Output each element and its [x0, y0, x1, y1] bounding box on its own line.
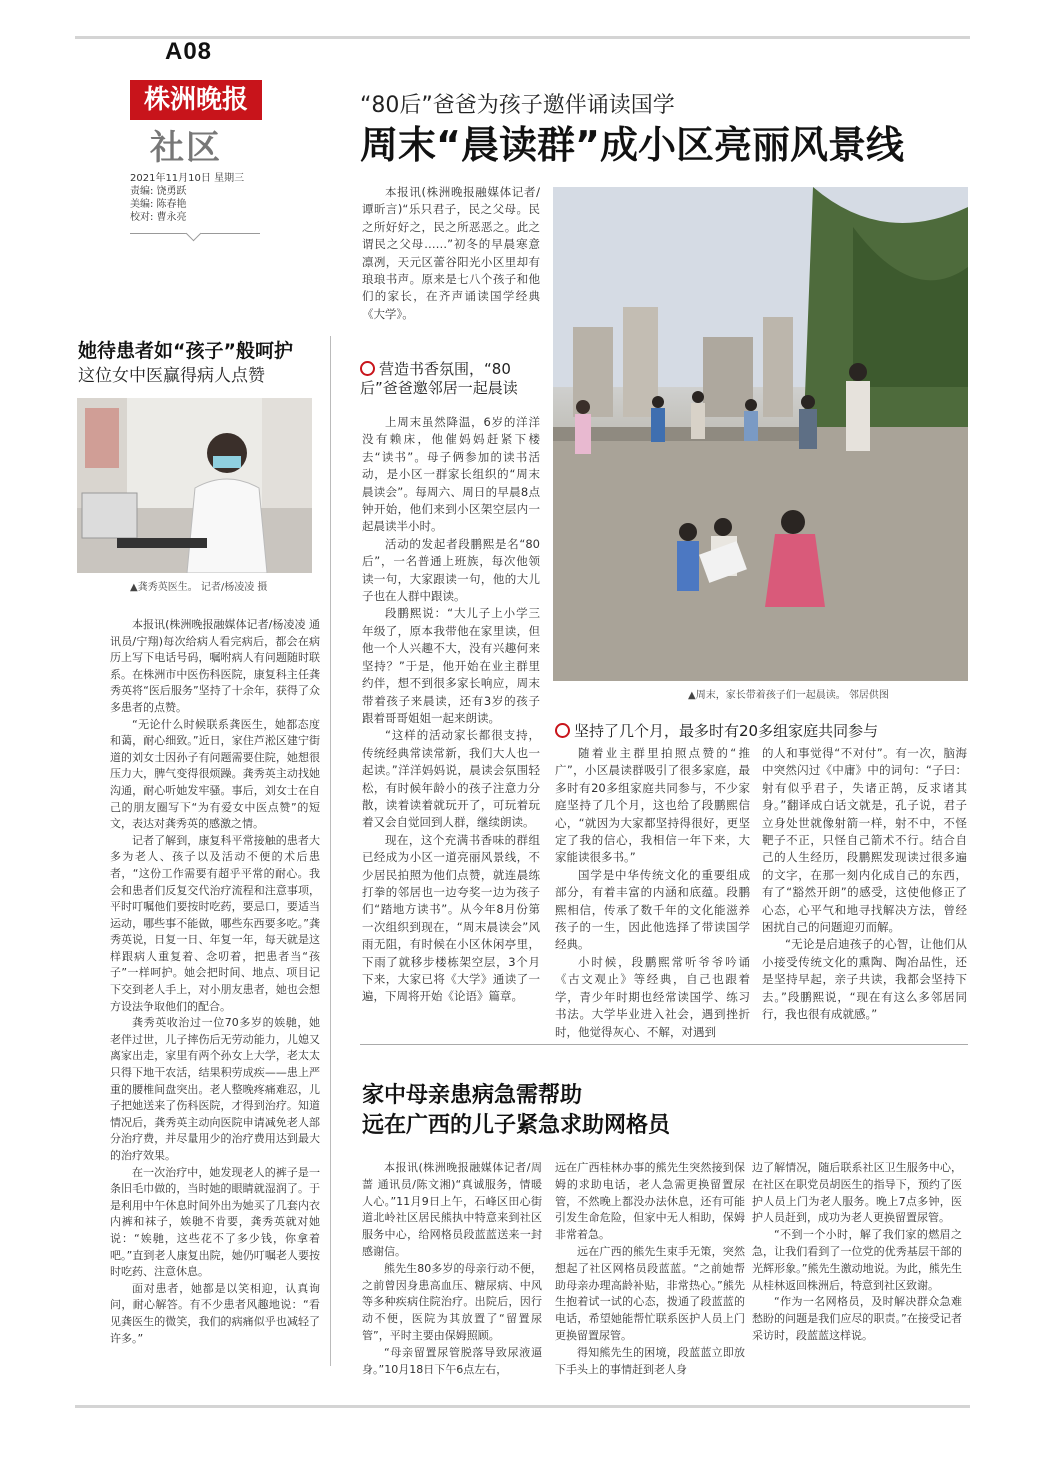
main-col1-para: 段鹏熙说：“大儿子上小学三年级了，原本我带他在家里读，但他一个人兴趣不大，没有兴趣何来坚持？”于是，他开始在业主群里约伴，想不到很多家长响应，周末带着孩子来晨读，还有3岁的孩子跟着哥哥姐姐一起来朗读。 [362, 606, 540, 725]
second-col3-para: “不到一个小时，解了我们家的燃眉之急，让我们看到了一位党的优秀基层干部的光辉形象。”熊先生激动地说。为此，熊先生从桂林返回株洲后，特意到社区致谢。 [752, 1228, 962, 1292]
second-col-3 [752, 1160, 962, 1345]
main-kicker: “80后”爸爸为孩子邀伴诵读国学 [360, 93, 675, 118]
main-subhead-2-text: 坚持了几个月，最多时有20多组家庭共同参与 [574, 722, 879, 740]
second-headline-2: 远在广西的儿子紧急求助网格员 [362, 1113, 671, 1138]
side-photo-illustration [77, 398, 312, 573]
section-title: 社区 [150, 128, 222, 168]
main-col1-para: 现在，这个充满书香味的群组已经成为小区一道亮丽风景线，不少居民拍照为他们点赞，就连晨练打拳的邻居也一边夸奖一边为孩子们“踏地方读书”。从今年8月份第一次组织到现在，“周末晨读会”风雨无阻，有时候在小区休闲亭里，下雨了就移步楼栋架空层，3个月下来，大家已将《大学》通读了一遍，下周将开始《论语》篇章。 [362, 832, 540, 1004]
side-body [110, 617, 320, 1347]
subhead-bullet-icon [360, 361, 375, 376]
column-divider [330, 336, 331, 1366]
main-photo [553, 187, 968, 681]
main-col3-para: 的人和事觉得“不对付”。有一次，脑海中突然闪过《中庸》中的词句：“子曰：射有似乎君子，失诸正鹄，反求诸其身。”翻译成白话文就是，孔子说，君子立身处世就像射箭一样，射不中，不怪靶子不正，只怪自己箭术不行。结合自己的人生经历，段鹏熙发现读过很多遍的文字，在那一刻内化成自己的东西，有了“豁然开朗”的感受，这使他修正了心态，心平气和地寻找解决方法，曾经困扰自己的问题迎刃而解。 [762, 746, 967, 935]
edition-meta [130, 172, 244, 224]
second-col-2 [555, 1160, 745, 1378]
side-para: 记者了解到，康复科平常接触的患者大多为老人、孩子以及活动不便的术后患者，“这份工作需要有超乎平常的耐心。我会和患者们反复交代治疗流程和注意事项，平时叮嘱他们要按时吃药，要忌口，要适当运动，哪些事不能做，哪些东西要多吃。”龚秀英说，日复一日、年复一年，每天就是这样跟病人重复着、念叨着，把患者当“孩子”一样呵护。她会把时间、地点、项目记下交到老人手上，对小朋友患者，她也会想方设法争取他们的配合。 [110, 833, 320, 1013]
second-col1-para: 本报讯(株洲晚报融媒体记者/周蔷 通讯员/陈文湘)“真诚服务，情暖人心。”11月9日上午，石峰区田心街道北岭社区居民熊执中特意来到社区服务中心，给网格员段蓝蓝送来一封感谢信。 [362, 1161, 542, 1258]
main-subhead-2 [555, 720, 878, 741]
main-col1-para: 活动的发起者段鹏熙是名“80后”，一名普通上班族，每次他领读一句，大家跟读一句，他的大儿子也在人群中跟读。 [362, 536, 540, 604]
main-col-2 [555, 745, 750, 1041]
side-para: 在一次治疗中，她发现老人的裤子是一条旧毛巾做的，当时她的眼睛就湿润了。于是利用中午休息时间外出为她买了几套内衣内裤和袜子，娭毑不肯要，龚秀英就对她说：“娭毑，这些花不了多少钱，你拿着吧。”直到老人康复出院，她仍叮嘱老人要按时吃药、注意休息。 [110, 1165, 320, 1279]
side-subheadline: 这位女中医赢得病人点赞 [78, 366, 265, 386]
side-para: 龚秀英收治过一位70多岁的娭毑，她老伴过世，儿子摔伤后无劳动能力，儿媳又离家出走，家里有两个孙女上大学，老太太只得下地干农活，结果积劳成疾——患上严重的腰椎间盘突出。老人整晚疼痛难忍，儿子把她送来了伤科医院，才得到治疗。知道情况后，龚秀英主动向医院申请减免老人部分治疗费，并尽量用少的治疗费用达到最大的治疗效果。 [110, 1016, 320, 1162]
side-photo [77, 398, 312, 573]
second-col2-para: 远在广西桂林办事的熊先生突然接到保姆的求助电话，老人急需更换留置尿管，不然晚上都没办法休息，还有可能引发生命危险，但家中无人相助，保姆非常着急。 [555, 1161, 745, 1242]
page-number: A08 [165, 38, 213, 65]
story-divider [360, 1044, 968, 1045]
second-headline-1: 家中母亲患病急需帮助 [362, 1083, 583, 1108]
main-subhead-1-text: 营造书香氛围，“80后”爸爸邀邻居一起晨读 [360, 360, 518, 397]
proofreader-credit: 校对: 曹永亮 [130, 212, 187, 223]
main-col1-para: 上周末虽然降温，6岁的洋洋没有赖床，他催妈妈赶紧下楼去“读书”。母子俩参加的读书活动，是小区一群家长组织的“周末晨读会”。每周六、周日的早晨8点钟开始，他们来到小区架空层内一起晨读半小时。 [362, 415, 540, 534]
masthead-logo: 株洲晚报 [130, 80, 262, 120]
second-col3-para: “作为一名网格员，及时解决群众急难愁盼的问题是我们应尽的职责。”在接受记者采访时，段蓝蓝这样说。 [752, 1295, 962, 1342]
main-photo-caption: ▲周末，家长带着孩子们一起晨读。 邻居供图 [688, 690, 889, 701]
designer-credit: 美编: 陈春艳 [130, 199, 187, 210]
main-col-3 [762, 745, 967, 1024]
second-col2-para: 得知熊先生的困境，段蓝蓝立即放下手头上的事情赶到老人身 [555, 1345, 745, 1376]
side-headline: 她待患者如“孩子”般呵护 [78, 340, 293, 362]
main-col3-para: “无论是启迪孩子的心智，让他们从小接受传统文化的熏陶、陶冶品性，还是坚持早起，亲子共读，我都会坚持下去。”段鹏熙说，“现在有这么多邻居同行，我也很有成就感。” [762, 937, 967, 1022]
second-col1-para: “母亲留置尿管脱落导致尿液逼身。”10月18日下午6点左右， [362, 1345, 542, 1376]
subhead-bullet-icon [555, 723, 570, 738]
second-col2-para: 远在广西的熊先生束手无策，突然想起了社区网格员段蓝蓝。“之前她帮助母亲办理高龄补贴，非常热心。”熊先生抱着试一试的心态，拨通了段蓝蓝的电话，希望她能帮忙联系医护人员上门更换留置尿管。 [555, 1244, 745, 1342]
second-col-1 [362, 1160, 542, 1378]
main-col2-para: 国学是中华传统文化的重要组成部分，有着丰富的内涵和底蕴。段鹏熙相信，传承了数千年的文化能滋养孩子的一生，因此他选择了带读国学经典。 [555, 867, 750, 952]
side-photo-caption: ▲龚秀英医生。 记者/杨凌凌 摄 [130, 582, 268, 593]
bottom-rule [75, 1405, 970, 1408]
editor-credit: 责编: 饶勇跃 [130, 186, 187, 197]
main-headline: 周末“晨读群”成小区亮丽风景线 [360, 123, 904, 167]
meta-divider-arrow [186, 226, 202, 242]
date-line: 2021年11月10日 星期三 [130, 173, 245, 184]
main-col-1 [362, 414, 540, 1006]
side-para: 本报讯(株洲晚报融媒体记者/杨凌凌 通讯员/宁翔)每次给病人看完病后，都会在病历上写下电话号码，嘱咐病人有问题随时联系。在株洲市中医伤科医院，康复科主任龚秀英将“医后服务”坚持了十余年，获得了众多患者的点赞。 [110, 618, 320, 714]
side-para: 面对患者，她都是以笑相迎，认真询问，耐心解答。有不少患者风趣地说：“看见龚医生的微笑，我们的病痛似乎也减轻了许多。” [110, 1281, 320, 1345]
main-intro [362, 184, 540, 323]
side-para: “无论什么时候联系龚医生，她都态度和蔼，耐心细致。”近日，家住芦淞区建宁街道的刘女士因孙子有问题需要住院，她想很压力大，脾气变得很烦躁。龚秀英主动找她沟通，耐心听她发牢骚。事后，刘女士在自己的朋友圈写下“为有爱女中医点赞”的短文，表达对龚秀英的感激之情。 [110, 717, 320, 831]
main-col2-para: 小时候，段鹏熙常听爷爷吟诵《古文观止》等经典，自己也跟着学，青少年时期也经常读国学、练习书法。大学毕业进入社会，遇到挫折时，他觉得灰心、不解，对遇到 [555, 954, 750, 1039]
main-subhead-1 [360, 360, 546, 398]
main-col2-para: 随着业主群里拍照点赞的“推广”，小区晨读群吸引了很多家庭，最多时有20多组家庭共同参与，不少家庭坚持了几个月，这也给了段鹏熙信心，“就因为大家都坚持得很好，更坚定了我的信心，我相信一年下来，大家能读很多书。” [555, 746, 750, 865]
second-col1-para: 熊先生80多岁的母亲行动不便，之前曾因身患高血压、糖尿病、中风等多种疾病住院治疗。出院后，因行动不便，医院为其放置了“留置尿管”，平时主要由保姆照顾。 [362, 1261, 542, 1342]
second-col3-para: 边了解情况，随后联系社区卫生服务中心，在社区在职党员胡医生的指导下，预约了医护人员上门为老人服务。晚上7点多钟，医护人员赶到，成功为老人更换留置尿管。 [752, 1161, 962, 1225]
main-photo-illustration [553, 187, 968, 681]
main-col1-para: “这样的活动家长都很支持，传统经典常读常新，我们大人也一起读。”洋洋妈妈说，晨读会氛围轻松，有时候年龄小的孩子注意力分散，读着读着就玩开了，可玩着玩着又会自觉回到人群，继续朗读。 [362, 728, 540, 830]
main-intro-text: 本报讯(株洲晚报融媒体记者/谭昕言)“乐只君子，民之父母。民之所好好之，民之所恶恶之。此之谓民之父母……”初冬的早晨寒意凛冽，天元区蕾谷阳光小区里却有琅琅书声。原来是七八个孩子和他们的家长，在齐声诵读国学经典《大学》。 [362, 185, 540, 321]
